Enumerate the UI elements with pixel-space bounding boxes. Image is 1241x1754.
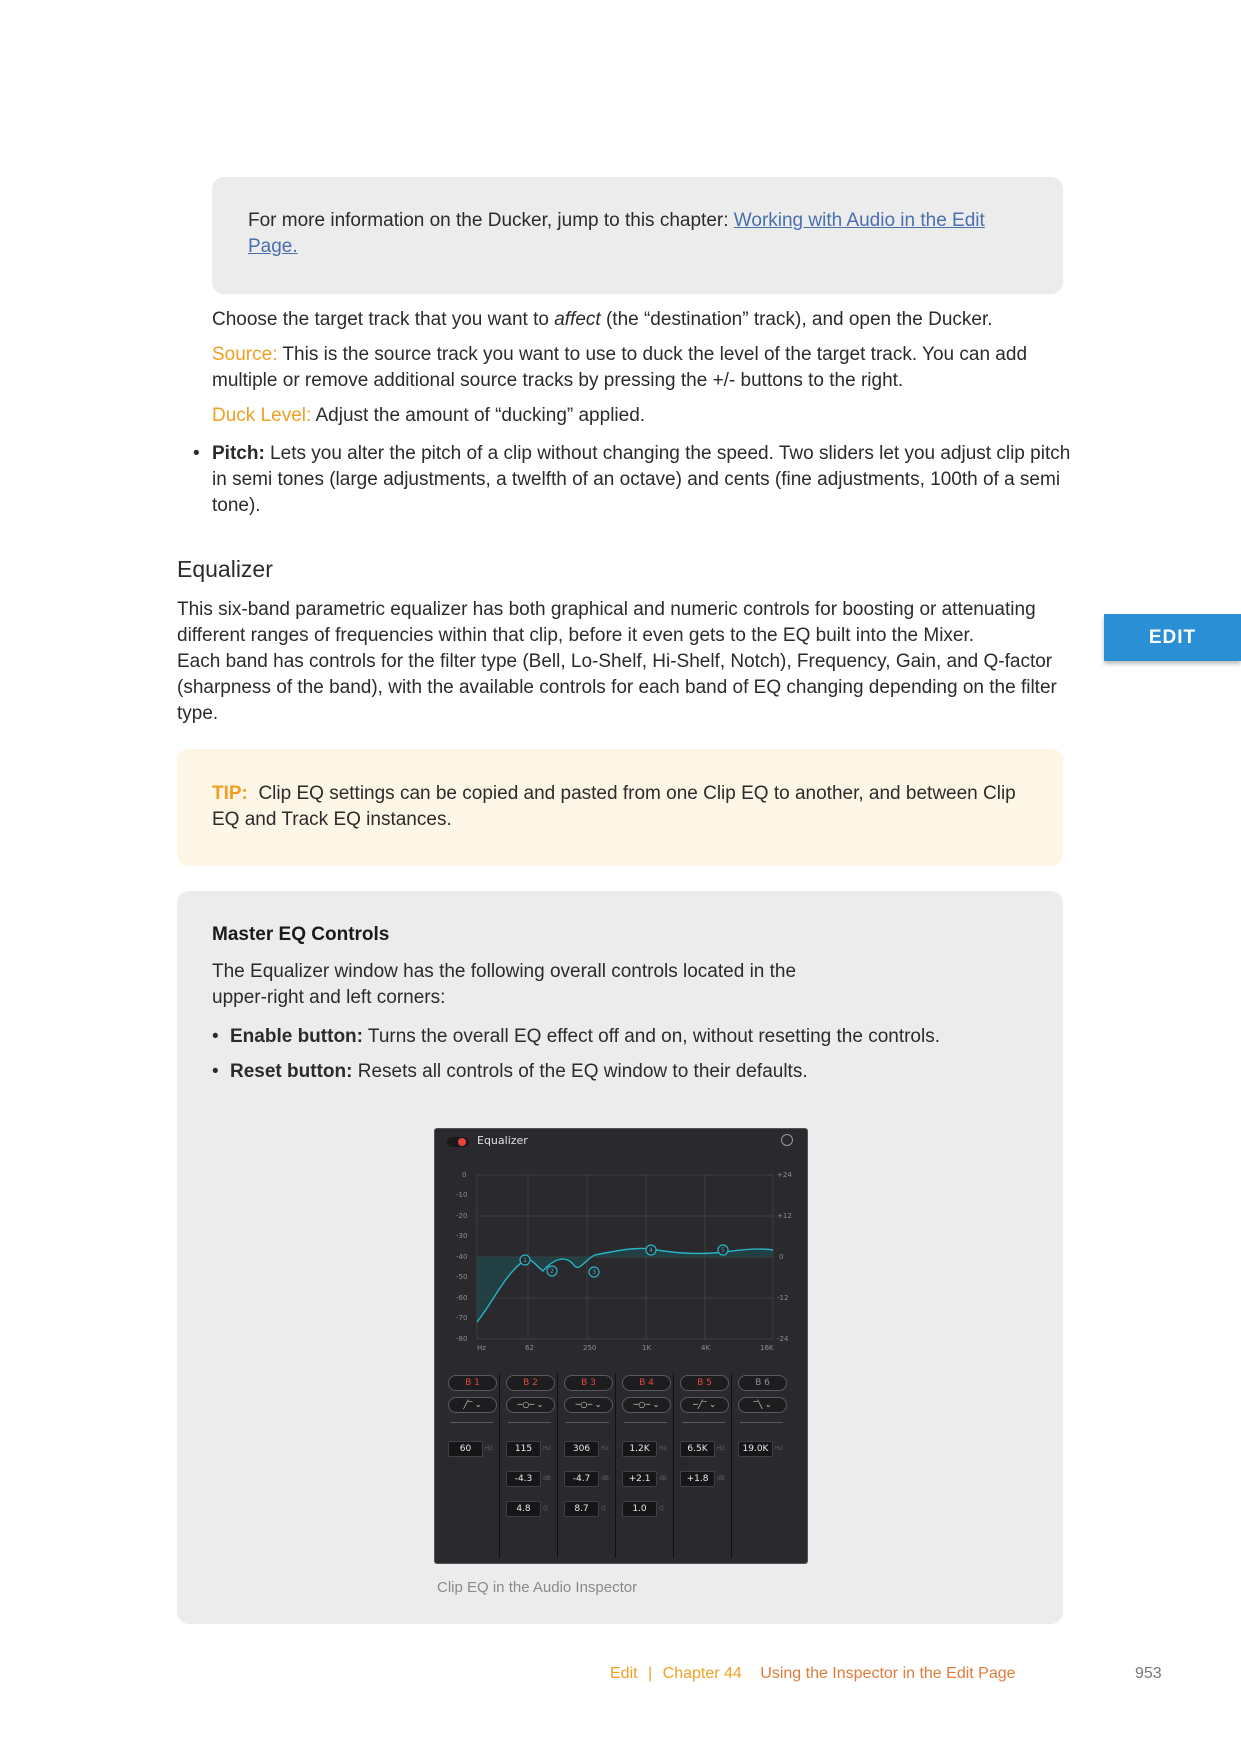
band-6-column (735, 1373, 789, 1558)
right-scale-1: +12 (777, 1212, 792, 1220)
band-3-gain-unit: dB (601, 1475, 609, 1482)
pitch-label: Pitch: (212, 443, 265, 464)
pitch-paragraph: Pitch: Lets you alter the pitch of a clip without changing the speed. Two sliders let you adjust clip pitch in semi tones (large adjustments, a twelfth of an octave) and cents (fine adjustments, 100th of a semi tone). (212, 443, 1071, 516)
eq-node-label-1: 1 (523, 1257, 527, 1264)
note-text: For more information on the Ducker, jump to this chapter: (248, 210, 734, 231)
divider (682, 1422, 725, 1423)
band-5-filter-type-dropdown[interactable]: ─╱‾ ⌄ (680, 1397, 729, 1413)
band-4-q-field[interactable]: 1.0 (622, 1501, 657, 1517)
divider (508, 1422, 551, 1423)
equalizer-title: Equalizer (477, 1134, 528, 1147)
band-2-button[interactable]: B 2 (506, 1375, 555, 1391)
band-4-gain-unit: dB (659, 1475, 667, 1482)
left-scale-5: -50 (456, 1273, 468, 1281)
band-1-column (445, 1373, 499, 1558)
freq-label-1k: 1K (642, 1344, 652, 1352)
freq-label-16k: 16K (760, 1344, 774, 1352)
tip-label: TIP: (212, 783, 248, 804)
freq-label-250: 250 (583, 1344, 597, 1352)
band-2-filter-type-dropdown[interactable]: ─○─ ⌄ (506, 1397, 555, 1413)
band-separator (731, 1373, 732, 1558)
right-scale-2: 0 (779, 1253, 784, 1261)
band-2-column (503, 1373, 557, 1558)
page-number: 953 (1135, 1665, 1162, 1682)
band-2-freq-field[interactable]: 115 (506, 1441, 541, 1457)
footer-chapter: Chapter 44 (662, 1665, 742, 1682)
band-5-gain-unit: dB (717, 1475, 725, 1482)
band-separator (615, 1373, 616, 1558)
equalizer-description: This six-band parametric equalizer has both graphical and numeric controls for boosting or attenuating different ranges of frequencies within that clip, before it even gets to the EQ built into the Mixer. Each band has controls for the filter type (Bell, Lo-Shelf, Hi-Shelf, Notch), Frequency, Gain, and Q-factor (sharpness of the band), with the available controls for each band of EQ changing depending on the filter type. (177, 599, 1057, 724)
band-3-q-unit: Q (601, 1505, 606, 1512)
footer-chapter-title: Using the Inspector in the Edit Page (760, 1665, 1016, 1682)
band-1-filter-type-dropdown[interactable]: ╱‾ ⌄ (448, 1397, 497, 1413)
band-3-gain-field[interactable]: -4.7 (564, 1471, 599, 1487)
band-2-q-unit: Q (543, 1505, 548, 1512)
left-scale-6: -60 (456, 1294, 468, 1302)
band-6-button[interactable]: B 6 (738, 1375, 787, 1391)
band-separator (673, 1373, 674, 1558)
master-eq-title: Master EQ Controls (212, 924, 390, 945)
band-5-button[interactable]: B 5 (680, 1375, 729, 1391)
right-scale-0: +24 (777, 1171, 792, 1179)
band-5-freq-unit: Hz (717, 1445, 725, 1452)
divider (450, 1422, 493, 1423)
duck-level-label: Duck Level: (212, 405, 312, 426)
source-label: Source: (212, 344, 278, 365)
freq-label-62: 62 (525, 1344, 534, 1352)
band-4-gain-field[interactable]: +2.1 (622, 1471, 657, 1487)
left-scale-3: -30 (456, 1232, 468, 1240)
band-4-freq-field[interactable]: 1.2K (622, 1441, 657, 1457)
eq-node-label-2: 2 (550, 1268, 554, 1275)
band-6-freq-field[interactable]: 19.0K (738, 1441, 773, 1457)
left-scale-8: -80 (456, 1335, 468, 1343)
band-2-gain-unit: dB (543, 1475, 551, 1482)
band-2-q-field[interactable]: 4.8 (506, 1501, 541, 1517)
band-6-filter-type-dropdown[interactable]: ‾╲ ⌄ (738, 1397, 787, 1413)
equalizer-panel (434, 1128, 808, 1564)
eq-node-label-4: 4 (649, 1247, 653, 1254)
band-5-column (677, 1373, 731, 1558)
band-1-freq-field[interactable]: 60 (448, 1441, 483, 1457)
band-3-button[interactable]: B 3 (564, 1375, 613, 1391)
tip-text: TIP: Clip EQ settings can be copied and pasted from one Clip EQ to another, and between Clip EQ and Track EQ instances. (212, 783, 1016, 830)
band-2-freq-unit: Hz (543, 1445, 551, 1452)
left-scale-1: -10 (456, 1191, 468, 1199)
freq-label-hz: Hz (477, 1344, 486, 1352)
divider (624, 1422, 667, 1423)
edit-side-tab[interactable]: EDIT (1104, 614, 1241, 661)
right-scale-4: -24 (777, 1335, 789, 1343)
eq-node-label-5: 5 (721, 1247, 725, 1254)
left-scale-7: -70 (456, 1314, 468, 1322)
band-5-gain-field[interactable]: +1.8 (680, 1471, 715, 1487)
band-6-freq-unit: Hz (775, 1445, 783, 1452)
left-scale-0: 0 (462, 1171, 467, 1179)
band-3-q-field[interactable]: 8.7 (564, 1501, 599, 1517)
band-5-freq-field[interactable]: 6.5K (680, 1441, 715, 1457)
enable-bullet-dot: • (212, 1026, 219, 1047)
page-footer (610, 1661, 1016, 1687)
band-3-filter-type-dropdown[interactable]: ─○─ ⌄ (564, 1397, 613, 1413)
band-3-column (561, 1373, 615, 1558)
band-1-button[interactable]: B 1 (448, 1375, 497, 1391)
enable-button-item: Enable button: Turns the overall EQ effect off and on, without resetting the controls. (230, 1026, 940, 1047)
band-separator (499, 1373, 500, 1558)
band-4-filter-type-dropdown[interactable]: ─○─ ⌄ (622, 1397, 671, 1413)
equalizer-heading: Equalizer (177, 556, 273, 582)
duck-level-paragraph: Duck Level: Adjust the amount of “ducking” applied. (212, 405, 646, 426)
band-4-q-unit: Q (659, 1505, 664, 1512)
figure-caption: Clip EQ in the Audio Inspector (437, 1579, 638, 1596)
eq-graph[interactable] (435, 1129, 807, 1369)
band-4-column (619, 1373, 673, 1558)
reset-bullet-dot: • (212, 1061, 219, 1082)
band-3-freq-unit: Hz (601, 1445, 609, 1452)
pitch-bullet-dot: • (193, 443, 200, 464)
band-4-button[interactable]: B 4 (622, 1375, 671, 1391)
left-scale-2: -20 (456, 1212, 468, 1220)
band-2-gain-field[interactable]: -4.3 (506, 1471, 541, 1487)
footer-section: Edit (610, 1665, 638, 1682)
left-scale-4: -40 (456, 1253, 468, 1261)
right-scale-3: -12 (777, 1294, 789, 1302)
footer-separator: | (648, 1665, 653, 1682)
band-1-freq-unit: Hz (485, 1445, 493, 1452)
eq-node-label-3: 3 (592, 1269, 596, 1276)
info-note-text (248, 208, 1038, 260)
ducker-choose-paragraph: Choose the target track that you want to affect (the “destination” track), and open the Ducker. (212, 309, 993, 330)
divider (566, 1422, 609, 1423)
freq-label-4k: 4K (701, 1344, 711, 1352)
band-separator (557, 1373, 558, 1558)
band-4-freq-unit: Hz (659, 1445, 667, 1452)
divider (740, 1422, 783, 1423)
chapter-link[interactable]: Working with Audio in the Edit Page. (248, 210, 985, 257)
source-paragraph: Source: This is the source track you want to use to duck the level of the target track. You can add multiple or remove additional source tracks by pressing the +/- buttons to the right. (212, 344, 1028, 391)
band-3-freq-field[interactable]: 306 (564, 1441, 599, 1457)
reset-button-item: Reset button: Resets all controls of the EQ window to their defaults. (230, 1061, 808, 1082)
master-eq-description: The Equalizer window has the following overall controls located in the upper-right and left corners: (212, 961, 797, 1008)
